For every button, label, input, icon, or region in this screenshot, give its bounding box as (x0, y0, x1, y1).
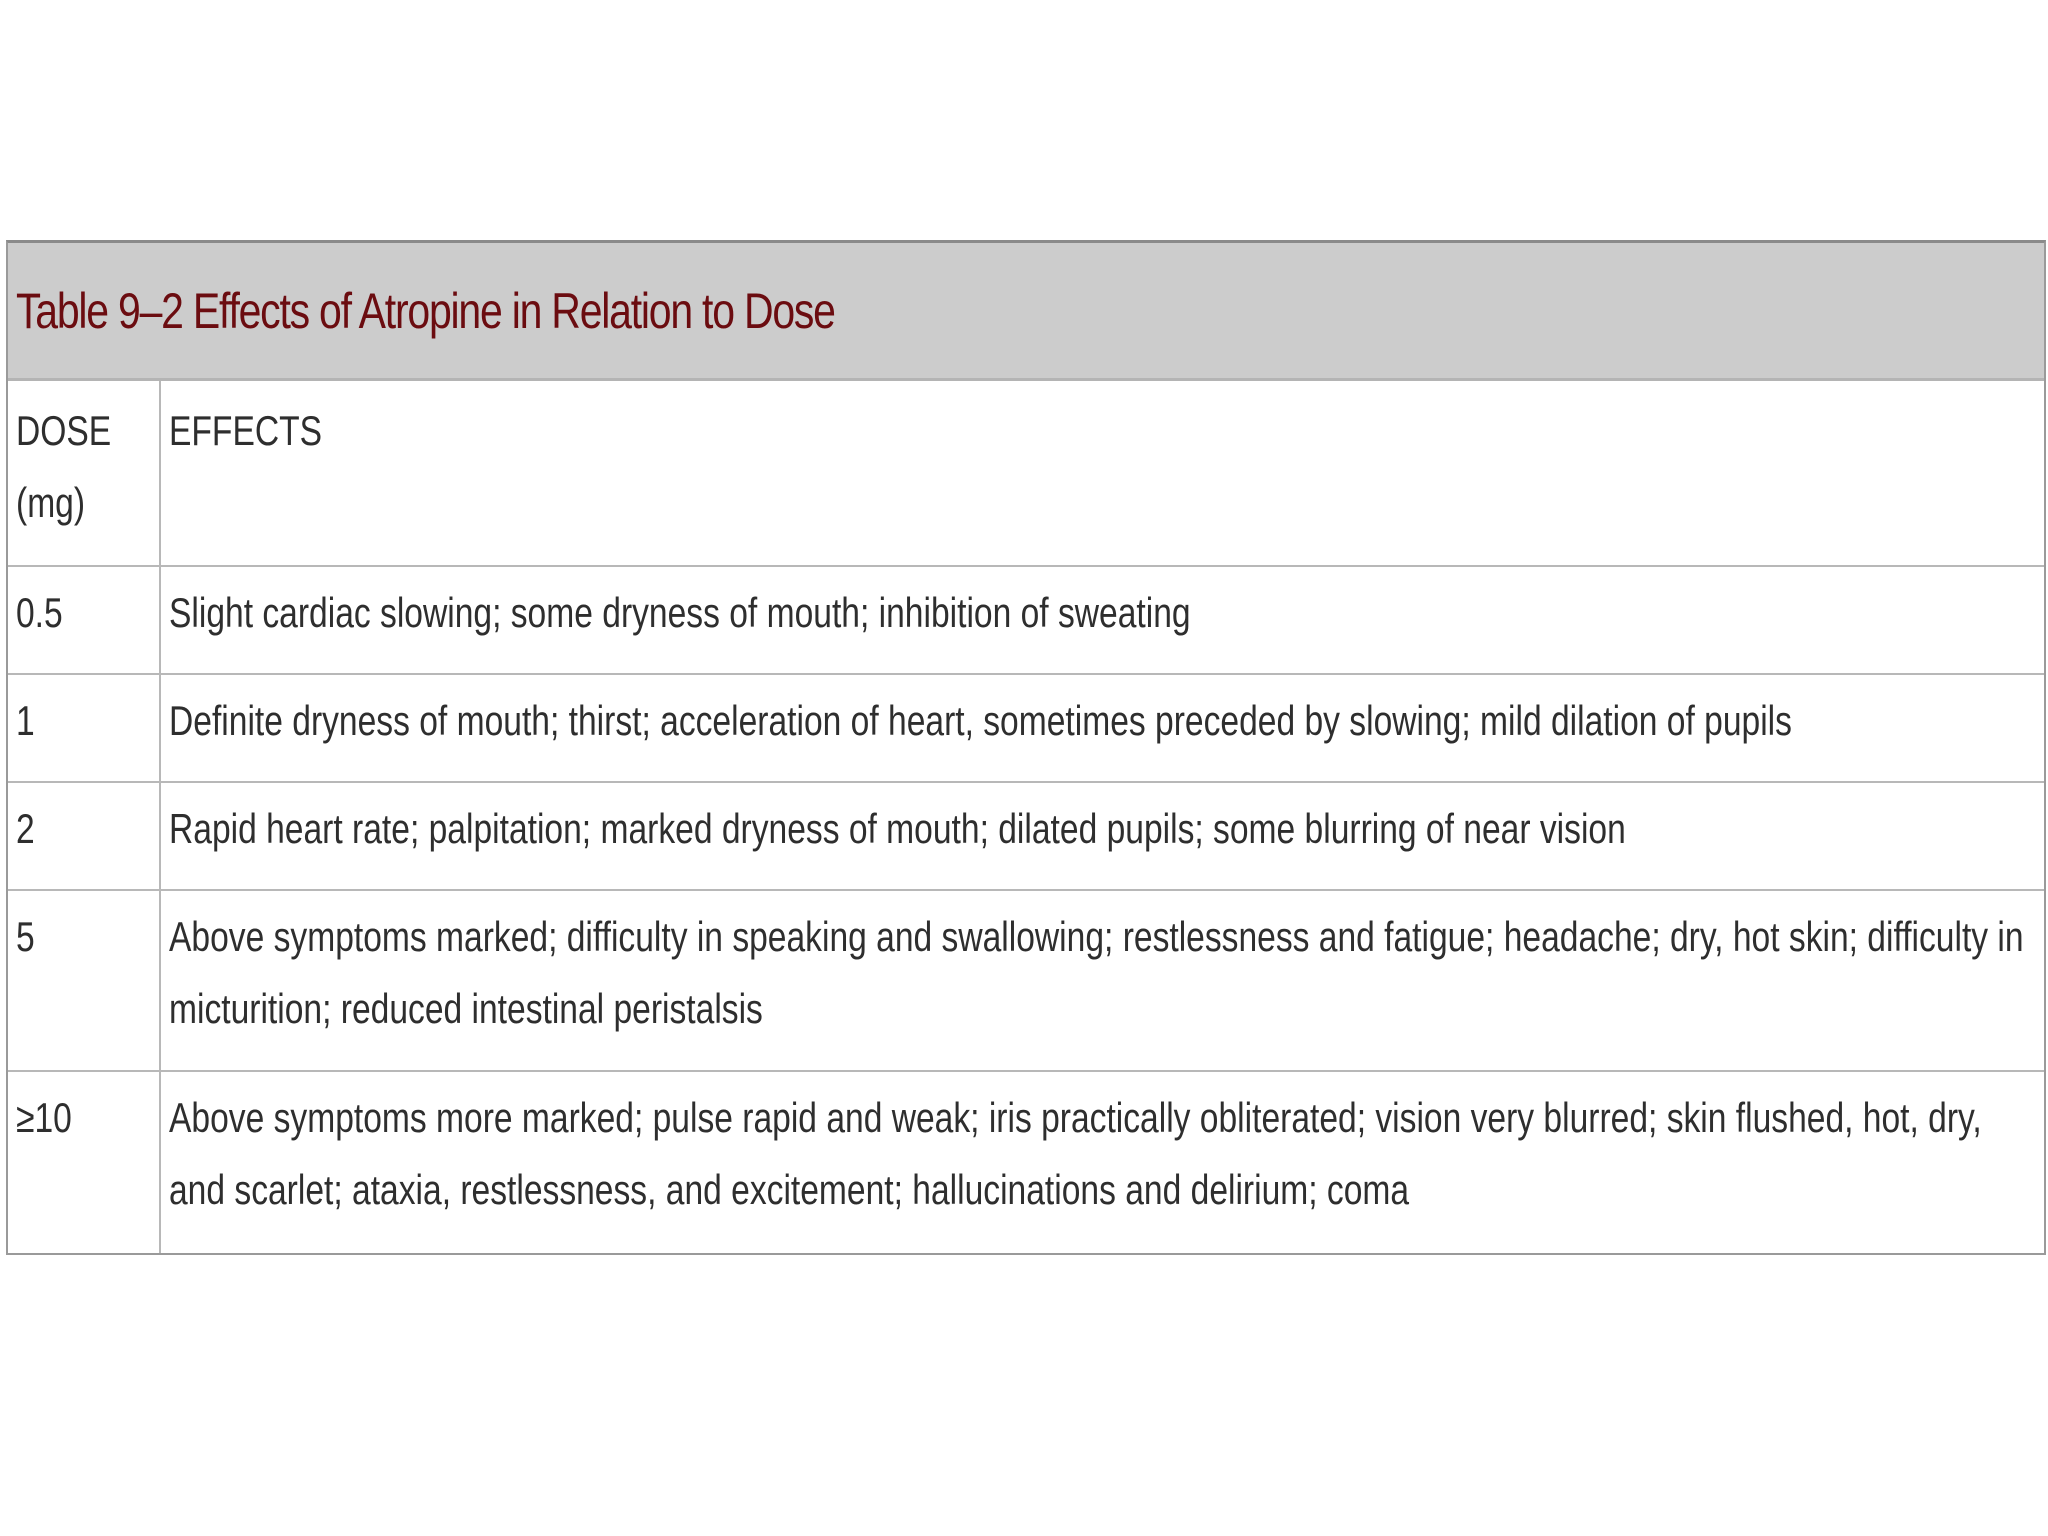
dose-cell: 1 (8, 674, 160, 782)
dose-cell: ≥10 (8, 1071, 160, 1253)
effects-cell: Above symptoms marked; difficulty in speaking and swallowing; restlessness and fatigue; headache; dry, hot skin; difficulty in micturition; reduced intestinal peristalsis (160, 890, 2044, 1071)
dose-cell: 0.5 (8, 566, 160, 674)
table-row (8, 566, 2044, 674)
dose-cell: 5 (8, 890, 160, 1071)
table-row (8, 782, 2044, 890)
table-caption-bar (8, 243, 2044, 381)
effects-cell: Slight cardiac slowing; some dryness of mouth; inhibition of sweating (160, 566, 2044, 674)
table-row (8, 1071, 2044, 1253)
column-header-dose: DOSE (mg) (8, 381, 160, 566)
effects-cell: Definite dryness of mouth; thirst; acceleration of heart, sometimes preceded by slowing; mild dilation of pupils (160, 674, 2044, 782)
table-row (8, 674, 2044, 782)
effects-table-grid (8, 381, 2044, 1253)
table-caption: Table 9–2 Effects of Atropine in Relation to Dose (16, 282, 835, 339)
dose-effects-table (6, 240, 2046, 1255)
effects-cell: Above symptoms more marked; pulse rapid and weak; iris practically obliterated; vision very blurred; skin flushed, hot, dry, and scarlet; ataxia, restlessness, and excitement; hallucinations and delirium; coma (160, 1071, 2044, 1253)
column-header-effects: EFFECTS (160, 381, 2044, 566)
table-row (8, 890, 2044, 1071)
table-header-row (8, 381, 2044, 566)
dose-cell: 2 (8, 782, 160, 890)
effects-cell: Rapid heart rate; palpitation; marked dryness of mouth; dilated pupils; some blurring of near vision (160, 782, 2044, 890)
